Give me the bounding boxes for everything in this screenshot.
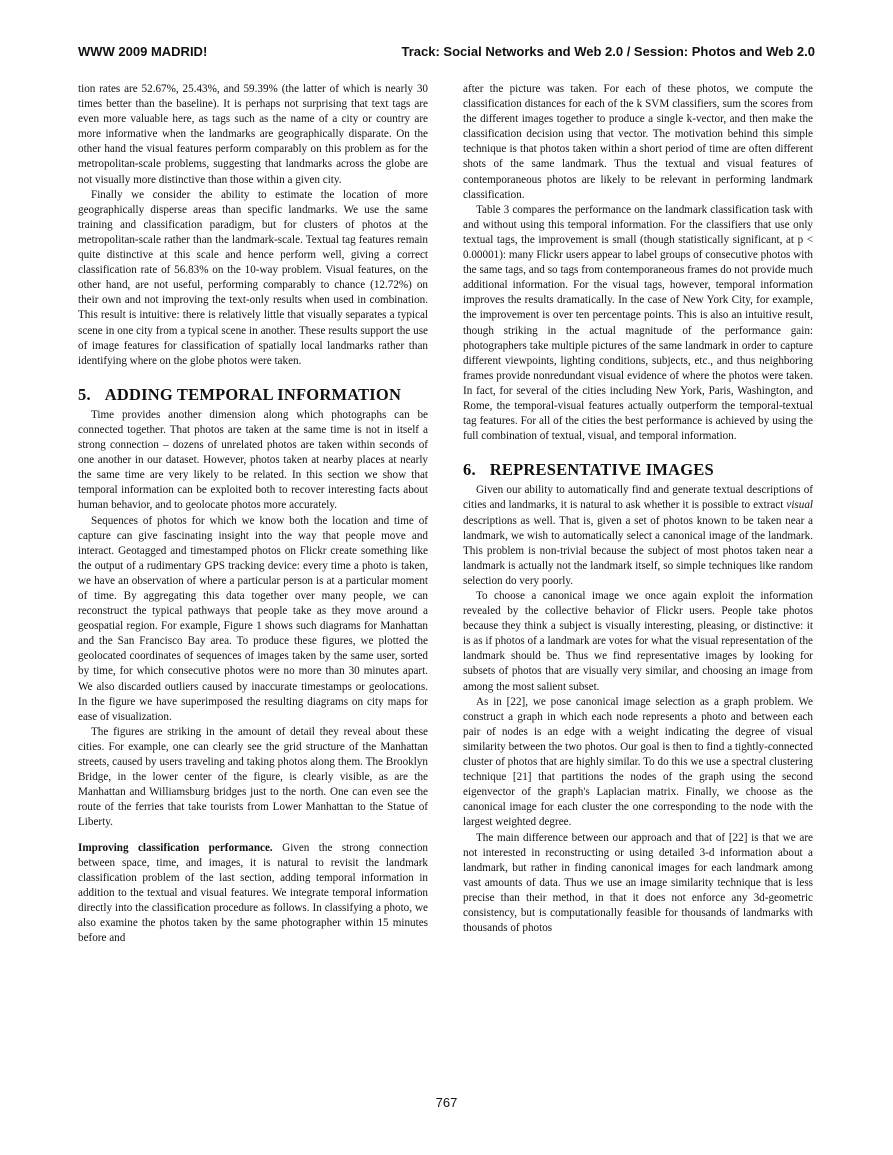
paragraph: Finally we consider the ability to estimate the location of more geographically disperse areas than specific landmarks. We use the same training and classification paradigm, but for clusters of photos at the metropolitan-scale rather than the landmark-scale. Textual tag features remain quite distinctive at this scale and hence perform well, giving a correct classification rate of 56.83% on the 10-way problem. Visual features, on the other hand, are not useful, performing comparably to chance (12.72%) on their own and not improving the text-only results when used in combination. This result is intuitive: there is relatively little that visually separates a typical scene in one city from a typical scene in another. These results support the use of image features for classification of spatially local landmarks rather than identifying where on the globe photos were taken.: [78, 188, 428, 367]
paragraph: To choose a canonical image we once again exploit the information revealed by the collective behavior of Flickr users. People take photos because they think a subject is visually interesting, pleasing, or distinctive: it is as if photos of a landmark are votes for what the visual representation of the landmark should be. Thus we find representative images by looking for subsets of photos that are visually very similar, and choosing an image from among the most salient subset.: [463, 590, 813, 693]
run-in-heading: Improving classification performance.: [78, 841, 273, 854]
section-heading-6: [463, 460, 813, 480]
section-number: 6.: [463, 460, 476, 480]
section-title: ADDING TEMPORAL INFORMATION: [104, 384, 402, 404]
paragraph: Time provides another dimension along which photographs can be connected together. That photos are taken at the same time is not in itself a strong connection – dozens of unrelated photos are taken within seconds of one another in our dataset. However, photos taken at nearby places at nearly the same time are very likely to be related. In this section we show that temporal information can be exploited both to recover interesting facts about human behavior, and to geolocate photos more accurately.: [78, 408, 428, 512]
track-session: Track: Social Networks and Web 2.0 / Session: Photos and Web 2.0: [401, 44, 815, 59]
section-heading-5: [78, 384, 428, 404]
paragraph: The main difference between our approach and that of [22] is that we are not interested in reconstructing or using detailed 3-d information about a landmark, but rather in finding canonical images for each landmark among vast amounts of data. Thus we use an image similarity technique that is less precise than their method, in that it does not enforce any 3d-geometric consistency, but is computationally feasible for thousands of landmarks with thousands of photos: [463, 831, 813, 935]
paragraph-text: Given our ability to automatically find and generate textual descriptions of cities and landmarks, it is natural to ask whether it is possible to extract: [463, 484, 813, 512]
conference-name: WWW 2009 MADRID!: [78, 44, 208, 59]
running-header: [78, 44, 815, 59]
paragraph: after the picture was taken. For each of these photos, we compute the classification distances for each of the k SVM classifiers, sum the scores from the different images together to produce a single k-vector, and then make the classification decision using that vector. The motivation behind this simple technique is that photos taken within a short period of time are often different shots of the same landmark. Thus the textual and visual features of contemporaneous photos are likely to be relevant in performing landmark classification.: [463, 83, 813, 201]
paragraph: [463, 483, 813, 589]
paragraph: [78, 841, 428, 947]
right-column: [463, 82, 813, 936]
paragraph-text: Given the strong connection between space, time, and images, it is natural to revisit the landmark classification problem of the last section, adding temporal information in addition to the textual and visual features. We integrate temporal information directly into the classification procedure as follows. In classifying a photo, we also examine the photos taken by the same photographer within 15 minutes before and: [78, 841, 428, 945]
emphasis: visual: [786, 499, 813, 512]
paragraph: Sequences of photos for which we know both the location and time of capture can give fascinating insight into the way that people move and interact. Geotagged and timestamped photos on Flickr create something like the output of a rudimentary GPS tracking device: every time a photo is taken, we have an observation of where a particular person is at a particular moment of time. By aggregating this data together over many people, we can reconstruct the typical pathways that people take as they move around a geospatial region. For example, Figure 1 shows such diagrams for Manhattan and the San Francisco Bay area. To produce these figures, we plotted the geolocated coordinates of sequences of images taken by the same user, sorted by time, for which consecutive photos were no more than 30 minutes apart. We also discarded outliers caused by inaccurate timestamps or geolocations. In the figure we have superimposed the resulting diagrams on city maps for ease of visualization.: [78, 514, 428, 723]
paragraph: tion rates are 52.67%, 25.43%, and 59.39% (the latter of which is nearly 30 times better than the baseline). It is perhaps not surprising that text tags are even more valuable here, as tags such as the name of a city or country are more informative when the landmarks are geographically disparate. On the other hand the visual features perform comparably on this problem as for the metropolitan-scale problems, suggesting that landmarks across the globe are not visually more distinctive than those within a given city.: [78, 83, 428, 186]
section-number: 5.: [78, 384, 91, 404]
section-title: REPRESENTATIVE IMAGES: [489, 460, 714, 480]
page-number: 767: [435, 1095, 458, 1110]
left-column: [78, 82, 428, 946]
paragraph-text: descriptions as well. That is, given a set of photos known to be taken near a landmark, we wish to automatically select a canonical image of the landmark. This problem is non-trivial because the subject of most photos taken near a landmark is actually not the landmark itself, so simple techniques like random selection do very poorly.: [463, 514, 813, 587]
paragraph: The figures are striking in the amount of detail they reveal about these cities. For example, one can clearly see the grid structure of the Manhattan streets, caused by users traveling and taking photos along them. The Brooklyn Bridge, in the lower center of the figure, is clearly visible, as are the Manhattan and Williamsburg bridges just to the north. One can even see the route of the ferries that take tourists from Lower Manhattan to the Statue of Liberty.: [78, 725, 428, 829]
paragraph-gap: [78, 831, 428, 841]
paragraph: As in [22], we pose canonical image selection as a graph problem. We construct a graph in which each node represents a photo and between each pair of nodes is an edge with a weight indicating the degree of visual similarity between the two photos. Our goal is then to find a tightly-connected cluster of photos that are highly similar. To do this we use a spectral clustering technique [21] that partitions the nodes of the graph using the second eigenvector of the graph's Laplacian matrix. Finally, we choose as the canonical image for each cluster the one corresponding to the node with the largest weighted degree.: [463, 695, 813, 829]
paragraph: Table 3 compares the performance on the landmark classification task with and without using this temporal information. For the classifiers that use only textual tags, the improvement is small (though statistically significant, at p < 0.00001): many Flickr users appear to label groups of consecutive photos with the same tags, and so tags from contemporaneous frames do not provide much additional information. For the visual tags, however, temporal information improves the results dramatically. In the case of New York City, for example, the improvement is over ten percentage points. This is also an intuitive result, though striking in the actual magnitude of the performance gain: photographers take multiple pictures of the same landmark in order to capture different viewpoints, lighting conditions, subjects, etc., and thus neighboring frames provide nonredundant visual evidence of where the photos were taken. In fact, for several of the cities including New York, Paris, Washington, and Rome, the temporal-visual features actually outperform the temporal-textual tag features. For all of the cities the best performance is achieved by using the full combination of textual, visual, and temporal information.: [463, 203, 813, 443]
